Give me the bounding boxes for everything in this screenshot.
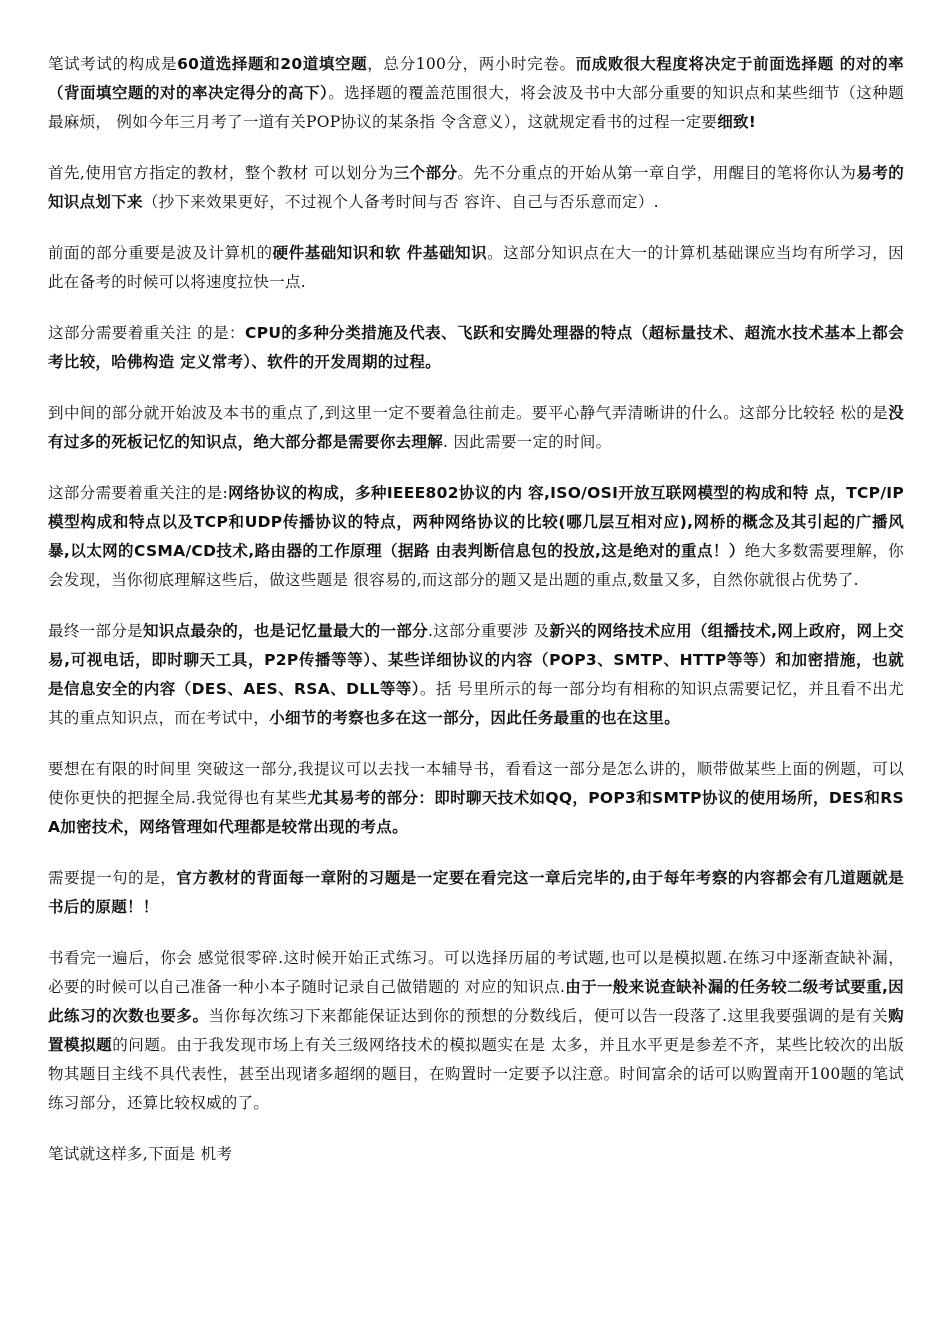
bold-text: 尤其易考的部分：即时聊天技术如QQ，POP3和SMTP协议的使用场所，DES和RSA加密技术，网络管理如代理都是较常出现的考点。 <box>48 789 905 836</box>
body-text: 书看完一遍后，你会 感觉很零碎.这时候开始正式练习。可以选择历届的考试题,也可以是模拟题.在练习中逐渐查缺补漏，必要的时候可以自己准备一种小本子随时记录自己做错题的 对应的知识点. <box>48 949 904 996</box>
body-text: 笔试考试的构成是 <box>48 55 178 73</box>
bold-text: 易考的知识点划下来 <box>48 164 904 211</box>
body-text: 。选择题的覆盖范围很大，将会波及书中大部分重要的知识点和某些细节（这种题最麻烦， 例如今年三月考了一道有关POP协议的某条指 令含意义），这就规定看书的过程一定要 <box>48 84 904 131</box>
body-text: （抄下来效果更好，不过视个人备考时间与否 容许、自己与否乐意而定）. <box>142 193 659 211</box>
body-text: 当你每次练习下来都能保证达到你的预想的分数线后，便可以告一段落了.这里我要强调的是有关 <box>208 1007 889 1025</box>
body-text: 。先不分重点的开始从第一章自学，用醒目的笔将你认为 <box>457 164 857 182</box>
paragraph <box>48 159 904 217</box>
body-text: ，总分100分，两小时完卷。 <box>367 55 576 73</box>
body-text: 笔试就这样多,下面是 机考 <box>48 1145 233 1163</box>
bold-text: 硬件基础知识和软 件基础知识 <box>272 244 488 262</box>
body-text: 。括 号里所示的每一部分均有相称的知识点需要记忆，并且看不出尤其的重点知识点，而在考试中， <box>48 680 904 727</box>
body-text: 最终一部分是 <box>48 622 144 640</box>
body-text: 要想在有限的时间里 突破这一部分,我提议可以去找一本辅导书，看看这一部分是怎么讲的，顺带做某些上面的例题，可以使你更快的把握全局.我觉得也有某些 <box>48 760 904 807</box>
body-text: 这部分需要着重关注的是: <box>48 484 229 502</box>
body-text: 绝大多数需要理解，你会发现，当你彻底理解这些后，做这些题是 很容易的,而这部分的题又是出题的重点,数量又多，自然你就很占优势了. <box>48 542 904 589</box>
bold-text: 没有过多的死板记忆的知识点，绝大部分都是需要你去理解 <box>48 404 904 451</box>
paragraph <box>48 864 904 922</box>
bold-text: 由于一般来说查缺补漏的任务较二级考试要重,因此练习的次数也要多。 <box>48 978 904 1025</box>
paragraph <box>48 1140 904 1169</box>
paragraph <box>48 479 904 595</box>
body-text: 到中间的部分就开始波及本书的重点了,到这里一定不要着急往前走。要平心静气弄清晰讲的什么。这部分比较轻 松的是 <box>48 404 889 422</box>
bold-text: 而成败很大程度将决定于前面选择题 的对的率（背面填空题的对的率决定得分的高下） <box>48 55 904 102</box>
bold-text: 新兴的网络技术应用（组播技术,网上政府，网上交易,可视电话，即时聊天工具，P2P传播等等）、某些详细协议的内容（POP3、SMTP、HTTP等等）和加密措施，也就是信息安全的内容（DES、AES、RSA、DLL等等） <box>48 622 904 698</box>
bold-text: CPU的多种分类措施及代表、飞跃和安腾处理器的特点（超标量技术、超流水技术基本上都会考比较，哈佛构造 定义常考）、软件的开发周期的过程。 <box>48 324 904 371</box>
document-body <box>48 50 904 1191</box>
bold-text: 三个部分 <box>393 164 458 182</box>
body-text: 首先,使用官方指定的教材，整个教材 可以划分为 <box>48 164 394 182</box>
paragraph <box>48 399 904 457</box>
body-text: 前面的部分重要是波及计算机的 <box>48 244 273 262</box>
bold-text: 购置模拟题 <box>48 1007 904 1054</box>
body-text: 这部分需要着重关注 的是： <box>48 324 246 342</box>
bold-text: 知识点最杂的，也是记忆量最大的一部分 <box>143 622 429 640</box>
paragraph <box>48 239 904 297</box>
body-text: 需要提一句的是， <box>48 869 177 887</box>
bold-text: 网络协议的构成，多种IEEE802协议的内 容,ISO/OSI开放互联网模型的构成和特 点，TCP/IP模型构成和特点以及TCP和UDP传播协议的特点，两种网络协议的比较(哪几层互相对应),网桥的概念及其引起的广播风暴,以太网的CSMA/CD技术,路由器的工作原理（据路 由表判断信息包的投放,这是绝对的重点！） <box>48 484 905 560</box>
paragraph <box>48 755 904 842</box>
paragraph <box>48 50 904 137</box>
paragraph <box>48 319 904 377</box>
paragraph <box>48 617 904 733</box>
body-text: 的问题。由于我发现市场上有关三级网络技术的模拟题实在是 太多，并且水平更是参差不齐，某些比较次的出版物其题目主线不具代表性，甚至出现诸多超纲的题目，在购置时一定要予以注意。时间富余的话可以购置南开100题的笔试练习部分，还算比较权威的了。 <box>48 1036 904 1112</box>
bold-text: 细致! <box>717 113 757 131</box>
body-text: 。这部分知识点在大一的计算机基础课应当均有所学习，因此在备考的时候可以将速度拉快一点. <box>48 244 904 291</box>
bold-text: 小细节的考察也多在这一部分，因此任务最重的也在这里。 <box>269 709 681 727</box>
bold-text: 60道选择题和20道填空题 <box>177 55 368 73</box>
body-text: .这部分重要涉 及 <box>428 622 550 640</box>
paragraph <box>48 944 904 1118</box>
bold-text: 官方教材的背面每一章附的习题是一定要在看完这一章后完毕的,由于每年考察的内容都会有几道题就是书后的原题！！ <box>48 869 904 916</box>
body-text: . 因此需要一定的时间。 <box>443 433 612 451</box>
